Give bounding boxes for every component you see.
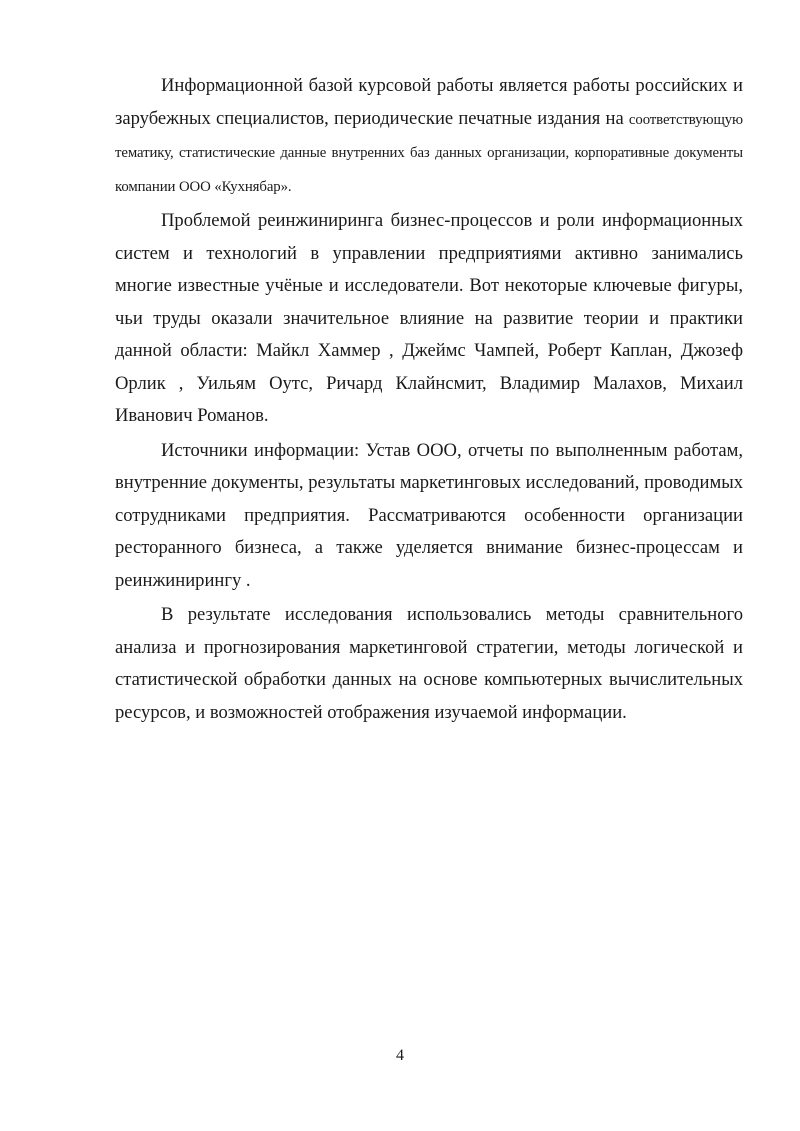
paragraph-information-sources: Источники информации: Устав ООО, отчеты по выполненным работам, внутренние документы, результаты маркетинговых исследований, проводимых сотрудниками предприятия. Рассматриваются особенности организации ресторанного бизнеса, а также уделяется внимание бизнес-процессам и реинжинирингу . (115, 439, 743, 591)
paragraph-information-base (115, 70, 743, 203)
paragraph-information-base-main: Информационной базой курсовой работы является работы российских и зарубежных специалистов, периодические печатные издания на (115, 75, 743, 129)
body-text (115, 70, 743, 729)
page-number: 4 (396, 1047, 404, 1064)
paragraph-information-base-small: соответствующую тематику, статистические данные внутренних баз данных организации, корпоративные документы компании ООО «Кухнябар». (115, 111, 743, 195)
paragraph-reengineering-researchers: Проблемой реинжиниринга бизнес-процессов и роли информационных систем и технологий в управлении предприятиями активно занимались многие известные учёные и исследователи. Вот некоторые ключевые фигуры, чьи труды оказали значительное влияние на развитие теории и практики данной области: Майкл Хаммер , Джеймс Чампей, Роберт Каплан, Джозеф Орлик , Уильям Оутс, Ричард Клайнсмит, Владимир Малахов, Михаил Иванович Романов. (115, 210, 743, 426)
paragraph-research-methods: В результате исследования использовались методы сравнительного анализа и прогнозирования маркетинговой стратегии, методы логической и статистической обработки данных на основе компьютерных вычислительных ресурсов, и возможностей отображения изучаемой информации. (115, 604, 743, 723)
